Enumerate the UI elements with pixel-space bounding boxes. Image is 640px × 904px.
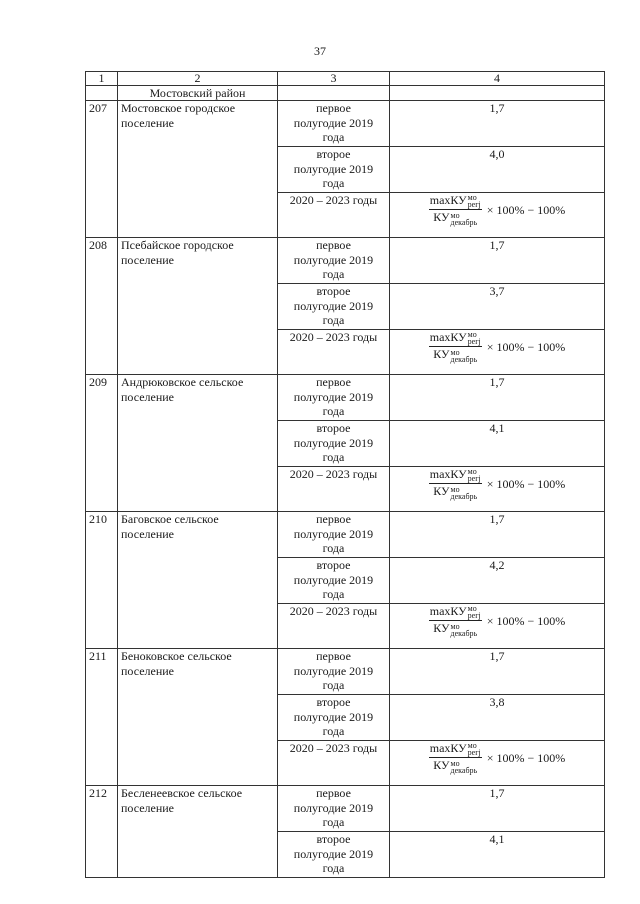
table-row bbox=[86, 649, 605, 695]
period-value bbox=[390, 741, 605, 786]
settlement-name: Бесленеевское сельское поселение bbox=[118, 786, 278, 878]
growth-formula bbox=[429, 605, 566, 637]
period-value: 4,1 bbox=[390, 832, 605, 878]
period-label: первое полугодие 2019 года bbox=[278, 786, 390, 832]
formula-tail: × 100% − 100% bbox=[486, 613, 566, 628]
table-row bbox=[86, 101, 605, 147]
period-label: второе полугодие 2019 года bbox=[278, 284, 390, 330]
formula-den-main: КУ bbox=[433, 758, 450, 773]
formula-num-sub: регj bbox=[467, 611, 481, 621]
period-value bbox=[390, 330, 605, 375]
period-label: второе полугодие 2019 года bbox=[278, 421, 390, 467]
row-number: 212 bbox=[86, 786, 118, 878]
formula-den-sup: мо bbox=[450, 347, 460, 357]
page-number: 37 bbox=[314, 44, 326, 58]
table-row bbox=[86, 238, 605, 284]
row-number: 210 bbox=[86, 512, 118, 649]
period-label: первое полугодие 2019 года bbox=[278, 101, 390, 147]
period-label: первое полугодие 2019 года bbox=[278, 512, 390, 558]
formula-denominator bbox=[432, 210, 478, 225]
formula-fraction bbox=[429, 605, 482, 637]
formula-den-main: КУ bbox=[433, 484, 450, 499]
formula-num-main: maxКУ bbox=[429, 330, 467, 344]
period-value: 1,7 bbox=[390, 649, 605, 695]
row-number: 208 bbox=[86, 238, 118, 375]
formula-den-sub: декабрь bbox=[450, 765, 478, 775]
formula-num-main: maxКУ bbox=[429, 741, 467, 755]
formula-den-main: КУ bbox=[433, 210, 450, 225]
period-value: 4,1 bbox=[390, 421, 605, 467]
data-table bbox=[85, 71, 605, 878]
formula-numerator bbox=[429, 194, 482, 210]
formula-numerator bbox=[429, 468, 482, 484]
formula-num-main: maxКУ bbox=[429, 604, 467, 618]
header-cell: 2 bbox=[118, 72, 278, 86]
period-value bbox=[390, 193, 605, 238]
period-label: 2020 – 2023 годы bbox=[278, 604, 390, 649]
formula-fraction bbox=[429, 194, 482, 226]
formula-tail: × 100% − 100% bbox=[486, 750, 566, 765]
formula-num-sup: мо bbox=[467, 193, 477, 203]
period-label: второе полугодие 2019 года bbox=[278, 558, 390, 604]
row-number: 211 bbox=[86, 649, 118, 786]
formula-den-main: КУ bbox=[433, 621, 450, 636]
formula-den-sup: мо bbox=[450, 758, 460, 768]
growth-formula bbox=[429, 331, 566, 363]
formula-numerator bbox=[429, 605, 482, 621]
period-value bbox=[390, 604, 605, 649]
period-value: 1,7 bbox=[390, 512, 605, 558]
formula-den-sup: мо bbox=[450, 484, 460, 494]
period-label: второе полугодие 2019 года bbox=[278, 695, 390, 741]
header-cell: 4 bbox=[390, 72, 605, 86]
formula-num-main: maxКУ bbox=[429, 193, 467, 207]
formula-num-sub: регj bbox=[467, 748, 481, 758]
table-row bbox=[86, 786, 605, 832]
table-row bbox=[86, 512, 605, 558]
period-value bbox=[390, 467, 605, 512]
settlement-name: Беноковское сельское поселение bbox=[118, 649, 278, 786]
growth-formula bbox=[429, 468, 566, 500]
formula-denominator bbox=[432, 484, 478, 499]
formula-fraction bbox=[429, 468, 482, 500]
period-value: 1,7 bbox=[390, 375, 605, 421]
formula-denominator bbox=[432, 347, 478, 362]
period-value: 4,2 bbox=[390, 558, 605, 604]
district-row bbox=[86, 86, 605, 101]
growth-formula bbox=[429, 742, 566, 774]
formula-fraction bbox=[429, 742, 482, 774]
formula-den-sup: мо bbox=[450, 210, 460, 220]
formula-den-sub: декабрь bbox=[450, 491, 478, 501]
period-label: 2020 – 2023 годы bbox=[278, 330, 390, 375]
formula-den-sub: декабрь bbox=[450, 217, 478, 227]
period-value: 1,7 bbox=[390, 101, 605, 147]
formula-num-sup: мо bbox=[467, 604, 477, 614]
settlement-name: Андрюковское сельское поселение bbox=[118, 375, 278, 512]
formula-num-sup: мо bbox=[467, 467, 477, 477]
period-value: 1,7 bbox=[390, 238, 605, 284]
formula-den-sub: декабрь bbox=[450, 354, 478, 364]
row-number: 209 bbox=[86, 375, 118, 512]
period-value: 1,7 bbox=[390, 786, 605, 832]
table-row bbox=[86, 375, 605, 421]
formula-num-sub: регj bbox=[467, 200, 481, 210]
period-label: 2020 – 2023 годы bbox=[278, 741, 390, 786]
formula-fraction bbox=[429, 331, 482, 363]
formula-den-main: КУ bbox=[433, 347, 450, 362]
period-label: первое полугодие 2019 года bbox=[278, 238, 390, 284]
formula-num-sub: регj bbox=[467, 337, 481, 347]
settlement-name: Псебайское городское поселение bbox=[118, 238, 278, 375]
formula-numerator bbox=[429, 331, 482, 347]
period-label: второе полугодие 2019 года bbox=[278, 147, 390, 193]
header-cell: 1 bbox=[86, 72, 118, 86]
header-row bbox=[86, 72, 605, 86]
period-label: 2020 – 2023 годы bbox=[278, 193, 390, 238]
formula-den-sub: декабрь bbox=[450, 628, 478, 638]
formula-num-sup: мо bbox=[467, 741, 477, 751]
formula-num-sub: регj bbox=[467, 474, 481, 484]
period-label: первое полугодие 2019 года bbox=[278, 375, 390, 421]
formula-num-sup: мо bbox=[467, 330, 477, 340]
formula-numerator bbox=[429, 742, 482, 758]
period-value: 3,7 bbox=[390, 284, 605, 330]
settlement-name: Мостовское городское поселение bbox=[118, 101, 278, 238]
period-label: первое полугодие 2019 года bbox=[278, 649, 390, 695]
formula-den-sup: мо bbox=[450, 621, 460, 631]
period-value: 3,8 bbox=[390, 695, 605, 741]
formula-tail: × 100% − 100% bbox=[486, 476, 566, 491]
period-label: 2020 – 2023 годы bbox=[278, 467, 390, 512]
district-name: Мостовский район bbox=[118, 86, 278, 101]
formula-num-main: maxКУ bbox=[429, 467, 467, 481]
formula-denominator bbox=[432, 758, 478, 773]
formula-denominator bbox=[432, 621, 478, 636]
formula-tail: × 100% − 100% bbox=[486, 202, 566, 217]
growth-formula bbox=[429, 194, 566, 226]
period-value: 4,0 bbox=[390, 147, 605, 193]
formula-tail: × 100% − 100% bbox=[486, 339, 566, 354]
header-cell: 3 bbox=[278, 72, 390, 86]
settlement-name: Баговское сельское поселение bbox=[118, 512, 278, 649]
period-label: второе полугодие 2019 года bbox=[278, 832, 390, 878]
row-number: 207 bbox=[86, 101, 118, 238]
